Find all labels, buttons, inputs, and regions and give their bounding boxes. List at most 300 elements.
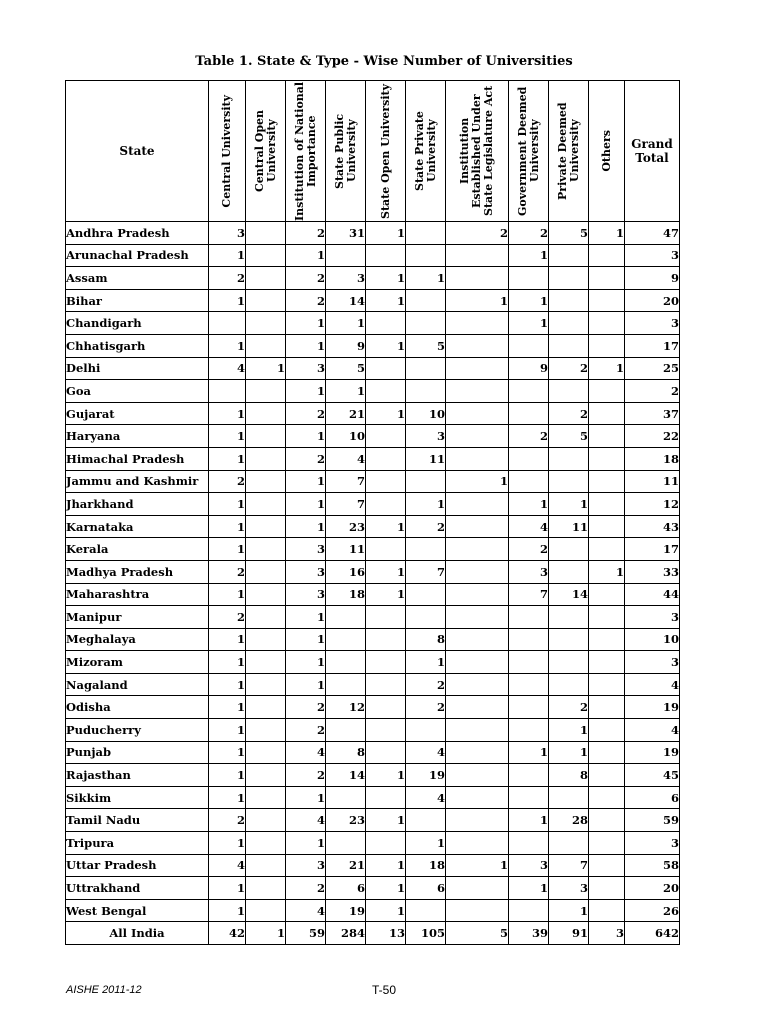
state-cell: Tripura bbox=[66, 832, 209, 855]
value-cell: 2 bbox=[286, 222, 326, 245]
table-row bbox=[66, 832, 680, 855]
value-cell bbox=[589, 244, 625, 267]
value-cell: 1 bbox=[589, 357, 625, 380]
table-row bbox=[66, 357, 680, 380]
state-cell: Punjab bbox=[66, 741, 209, 764]
value-cell bbox=[446, 606, 509, 629]
value-cell: 4 bbox=[509, 515, 549, 538]
value-cell: 1 bbox=[509, 289, 549, 312]
state-cell: Rajasthan bbox=[66, 764, 209, 787]
value-cell: 4 bbox=[625, 719, 680, 742]
table-row bbox=[66, 312, 680, 335]
table-row bbox=[66, 289, 680, 312]
value-cell: 1 bbox=[209, 334, 246, 357]
value-cell bbox=[406, 583, 446, 606]
value-cell: 22 bbox=[625, 425, 680, 448]
value-cell: 3 bbox=[625, 832, 680, 855]
value-cell bbox=[549, 786, 589, 809]
value-cell: 4 bbox=[406, 786, 446, 809]
value-cell bbox=[549, 289, 589, 312]
value-cell bbox=[549, 673, 589, 696]
value-cell bbox=[509, 786, 549, 809]
value-cell bbox=[549, 606, 589, 629]
value-cell bbox=[366, 244, 406, 267]
value-cell: 2 bbox=[286, 402, 326, 425]
total-value-cell: 1 bbox=[246, 922, 286, 945]
value-cell: 2 bbox=[406, 673, 446, 696]
value-cell: 1 bbox=[209, 764, 246, 787]
value-cell bbox=[446, 651, 509, 674]
value-cell: 3 bbox=[549, 877, 589, 900]
table-row bbox=[66, 764, 680, 787]
value-cell bbox=[446, 447, 509, 470]
value-cell bbox=[366, 628, 406, 651]
value-cell: 1 bbox=[366, 809, 406, 832]
value-cell bbox=[446, 696, 509, 719]
value-cell bbox=[326, 628, 366, 651]
header-state-private-university: State Private University bbox=[406, 81, 446, 222]
value-cell bbox=[446, 357, 509, 380]
value-cell bbox=[589, 832, 625, 855]
header-state-open-university: State Open University bbox=[366, 81, 406, 222]
value-cell bbox=[246, 899, 286, 922]
value-cell: 1 bbox=[446, 289, 509, 312]
value-cell: 1 bbox=[366, 222, 406, 245]
value-cell: 4 bbox=[326, 447, 366, 470]
total-value-cell: 13 bbox=[366, 922, 406, 945]
state-cell: Delhi bbox=[66, 357, 209, 380]
value-cell bbox=[549, 312, 589, 335]
value-cell: 2 bbox=[549, 357, 589, 380]
value-cell: 2 bbox=[209, 560, 246, 583]
value-cell: 4 bbox=[286, 899, 326, 922]
value-cell: 1 bbox=[209, 583, 246, 606]
header-row bbox=[66, 81, 680, 222]
value-cell: 10 bbox=[406, 402, 446, 425]
value-cell: 1 bbox=[209, 628, 246, 651]
value-cell bbox=[589, 312, 625, 335]
value-cell: 7 bbox=[549, 854, 589, 877]
total-value-cell: 5 bbox=[446, 922, 509, 945]
value-cell: 1 bbox=[286, 470, 326, 493]
value-cell bbox=[246, 583, 286, 606]
value-cell: 2 bbox=[549, 696, 589, 719]
value-cell bbox=[589, 719, 625, 742]
value-cell: 1 bbox=[366, 560, 406, 583]
table-row bbox=[66, 447, 680, 470]
value-cell bbox=[246, 515, 286, 538]
value-cell bbox=[589, 651, 625, 674]
value-cell: 3 bbox=[625, 312, 680, 335]
value-cell: 11 bbox=[326, 538, 366, 561]
value-cell: 7 bbox=[326, 493, 366, 516]
value-cell bbox=[589, 606, 625, 629]
value-cell bbox=[326, 786, 366, 809]
state-cell: Jharkhand bbox=[66, 493, 209, 516]
total-value-cell: 105 bbox=[406, 922, 446, 945]
value-cell: 1 bbox=[286, 673, 326, 696]
value-cell: 10 bbox=[326, 425, 366, 448]
value-cell bbox=[446, 809, 509, 832]
value-cell: 4 bbox=[625, 673, 680, 696]
value-cell: 8 bbox=[549, 764, 589, 787]
value-cell bbox=[366, 673, 406, 696]
value-cell bbox=[549, 560, 589, 583]
value-cell: 2 bbox=[209, 470, 246, 493]
value-cell: 47 bbox=[625, 222, 680, 245]
value-cell bbox=[509, 606, 549, 629]
value-cell bbox=[509, 696, 549, 719]
value-cell: 3 bbox=[286, 583, 326, 606]
value-cell bbox=[589, 493, 625, 516]
value-cell: 8 bbox=[326, 741, 366, 764]
value-cell bbox=[446, 899, 509, 922]
value-cell: 19 bbox=[326, 899, 366, 922]
value-cell: 3 bbox=[286, 357, 326, 380]
table-title: Table 1. State & Type - Wise Number of Universities bbox=[195, 54, 573, 69]
value-cell: 1 bbox=[209, 832, 246, 855]
value-cell bbox=[549, 334, 589, 357]
value-cell bbox=[246, 764, 286, 787]
value-cell bbox=[509, 673, 549, 696]
state-cell: Karnataka bbox=[66, 515, 209, 538]
value-cell: 2 bbox=[509, 222, 549, 245]
value-cell bbox=[246, 334, 286, 357]
value-cell: 12 bbox=[326, 696, 366, 719]
value-cell bbox=[446, 786, 509, 809]
value-cell bbox=[509, 899, 549, 922]
value-cell: 1 bbox=[286, 244, 326, 267]
value-cell bbox=[246, 267, 286, 290]
value-cell bbox=[366, 493, 406, 516]
value-cell: 2 bbox=[509, 538, 549, 561]
value-cell: 14 bbox=[549, 583, 589, 606]
value-cell: 23 bbox=[326, 809, 366, 832]
total-value-cell: 284 bbox=[326, 922, 366, 945]
header-institution-national-importance: Institution of National Importance bbox=[286, 81, 326, 222]
value-cell: 1 bbox=[509, 312, 549, 335]
value-cell: 4 bbox=[286, 809, 326, 832]
value-cell bbox=[589, 289, 625, 312]
value-cell: 59 bbox=[625, 809, 680, 832]
value-cell bbox=[446, 764, 509, 787]
value-cell: 2 bbox=[406, 515, 446, 538]
state-cell: West Bengal bbox=[66, 899, 209, 922]
value-cell bbox=[549, 832, 589, 855]
value-cell bbox=[246, 606, 286, 629]
value-cell: 2 bbox=[286, 877, 326, 900]
value-cell bbox=[246, 244, 286, 267]
value-cell: 1 bbox=[286, 832, 326, 855]
value-cell bbox=[366, 696, 406, 719]
value-cell: 5 bbox=[549, 425, 589, 448]
value-cell: 3 bbox=[326, 267, 366, 290]
value-cell bbox=[246, 222, 286, 245]
value-cell: 11 bbox=[549, 515, 589, 538]
header-private-deemed-university: Private Deemed University bbox=[549, 81, 589, 222]
value-cell: 7 bbox=[509, 583, 549, 606]
value-cell: 5 bbox=[549, 222, 589, 245]
value-cell bbox=[406, 357, 446, 380]
value-cell: 12 bbox=[625, 493, 680, 516]
value-cell: 14 bbox=[326, 289, 366, 312]
value-cell: 23 bbox=[326, 515, 366, 538]
value-cell bbox=[549, 447, 589, 470]
value-cell: 2 bbox=[286, 719, 326, 742]
value-cell: 1 bbox=[209, 402, 246, 425]
value-cell: 1 bbox=[209, 493, 246, 516]
value-cell bbox=[406, 380, 446, 403]
value-cell bbox=[446, 493, 509, 516]
table-row bbox=[66, 877, 680, 900]
value-cell bbox=[366, 447, 406, 470]
value-cell: 1 bbox=[326, 312, 366, 335]
header-grand-total: Grand Total bbox=[625, 81, 680, 222]
state-cell: Assam bbox=[66, 267, 209, 290]
value-cell: 1 bbox=[286, 628, 326, 651]
value-cell: 1 bbox=[286, 651, 326, 674]
state-cell: Gujarat bbox=[66, 402, 209, 425]
value-cell: 7 bbox=[406, 560, 446, 583]
value-cell: 4 bbox=[209, 854, 246, 877]
page-number: T-50 bbox=[371, 983, 396, 997]
value-cell: 1 bbox=[446, 854, 509, 877]
value-cell: 1 bbox=[209, 899, 246, 922]
value-cell bbox=[246, 380, 286, 403]
value-cell bbox=[246, 402, 286, 425]
value-cell bbox=[246, 312, 286, 335]
value-cell: 20 bbox=[625, 289, 680, 312]
value-cell bbox=[366, 606, 406, 629]
value-cell: 1 bbox=[246, 357, 286, 380]
value-cell: 1 bbox=[209, 651, 246, 674]
value-cell bbox=[446, 515, 509, 538]
state-cell: Haryana bbox=[66, 425, 209, 448]
value-cell: 3 bbox=[509, 854, 549, 877]
value-cell bbox=[589, 696, 625, 719]
value-cell bbox=[446, 267, 509, 290]
value-cell bbox=[366, 357, 406, 380]
value-cell: 1 bbox=[406, 267, 446, 290]
value-cell: 21 bbox=[326, 854, 366, 877]
value-cell: 9 bbox=[509, 357, 549, 380]
value-cell bbox=[589, 673, 625, 696]
value-cell bbox=[406, 222, 446, 245]
value-cell bbox=[509, 380, 549, 403]
value-cell bbox=[589, 380, 625, 403]
value-cell: 17 bbox=[625, 334, 680, 357]
value-cell: 1 bbox=[209, 719, 246, 742]
value-cell bbox=[406, 899, 446, 922]
state-cell: Manipur bbox=[66, 606, 209, 629]
value-cell: 1 bbox=[366, 402, 406, 425]
table-row bbox=[66, 515, 680, 538]
value-cell bbox=[509, 719, 549, 742]
value-cell: 1 bbox=[209, 447, 246, 470]
value-cell bbox=[446, 583, 509, 606]
value-cell: 2 bbox=[209, 267, 246, 290]
total-value-cell: 59 bbox=[286, 922, 326, 945]
value-cell bbox=[589, 538, 625, 561]
table-row bbox=[66, 854, 680, 877]
value-cell bbox=[589, 334, 625, 357]
value-cell: 1 bbox=[326, 380, 366, 403]
value-cell: 31 bbox=[326, 222, 366, 245]
value-cell bbox=[406, 809, 446, 832]
value-cell bbox=[589, 764, 625, 787]
value-cell: 1 bbox=[209, 741, 246, 764]
value-cell bbox=[446, 719, 509, 742]
value-cell: 1 bbox=[509, 877, 549, 900]
value-cell: 1 bbox=[366, 267, 406, 290]
value-cell: 19 bbox=[406, 764, 446, 787]
state-cell: Sikkim bbox=[66, 786, 209, 809]
state-cell: Jammu and Kashmir bbox=[66, 470, 209, 493]
value-cell bbox=[246, 493, 286, 516]
total-row bbox=[66, 922, 680, 945]
table-row bbox=[66, 470, 680, 493]
value-cell bbox=[446, 628, 509, 651]
value-cell bbox=[446, 380, 509, 403]
value-cell: 1 bbox=[366, 854, 406, 877]
value-cell bbox=[406, 538, 446, 561]
value-cell bbox=[589, 786, 625, 809]
value-cell bbox=[366, 786, 406, 809]
value-cell bbox=[406, 719, 446, 742]
state-cell: Puducherry bbox=[66, 719, 209, 742]
value-cell: 3 bbox=[625, 244, 680, 267]
value-cell: 14 bbox=[326, 764, 366, 787]
value-cell bbox=[326, 719, 366, 742]
value-cell: 1 bbox=[366, 877, 406, 900]
value-cell bbox=[589, 447, 625, 470]
value-cell bbox=[246, 470, 286, 493]
value-cell bbox=[366, 832, 406, 855]
value-cell: 19 bbox=[625, 696, 680, 719]
value-cell bbox=[446, 334, 509, 357]
value-cell bbox=[326, 673, 366, 696]
value-cell bbox=[326, 651, 366, 674]
value-cell: 2 bbox=[446, 222, 509, 245]
value-cell bbox=[246, 628, 286, 651]
value-cell bbox=[509, 470, 549, 493]
value-cell bbox=[589, 470, 625, 493]
table-row bbox=[66, 267, 680, 290]
value-cell bbox=[366, 719, 406, 742]
value-cell: 2 bbox=[286, 267, 326, 290]
value-cell bbox=[549, 538, 589, 561]
value-cell bbox=[246, 832, 286, 855]
value-cell bbox=[446, 877, 509, 900]
value-cell bbox=[589, 515, 625, 538]
state-cell: Goa bbox=[66, 380, 209, 403]
value-cell: 4 bbox=[406, 741, 446, 764]
value-cell: 21 bbox=[326, 402, 366, 425]
value-cell bbox=[366, 380, 406, 403]
value-cell: 1 bbox=[366, 515, 406, 538]
value-cell bbox=[246, 651, 286, 674]
value-cell: 45 bbox=[625, 764, 680, 787]
value-cell bbox=[366, 312, 406, 335]
total-label: All India bbox=[66, 922, 209, 945]
value-cell: 9 bbox=[326, 334, 366, 357]
table-row bbox=[66, 493, 680, 516]
value-cell: 1 bbox=[209, 877, 246, 900]
value-cell: 1 bbox=[286, 425, 326, 448]
value-cell bbox=[549, 267, 589, 290]
value-cell: 2 bbox=[286, 764, 326, 787]
state-cell: Madhya Pradesh bbox=[66, 560, 209, 583]
value-cell: 19 bbox=[625, 741, 680, 764]
value-cell bbox=[209, 380, 246, 403]
total-value-cell: 3 bbox=[589, 922, 625, 945]
value-cell bbox=[589, 425, 625, 448]
value-cell bbox=[446, 425, 509, 448]
header-others: Others bbox=[589, 81, 625, 222]
value-cell bbox=[246, 741, 286, 764]
value-cell: 7 bbox=[326, 470, 366, 493]
table-row bbox=[66, 244, 680, 267]
value-cell bbox=[246, 673, 286, 696]
value-cell bbox=[589, 583, 625, 606]
table-row bbox=[66, 222, 680, 245]
value-cell: 1 bbox=[286, 515, 326, 538]
header-central-open-university: Central Open University bbox=[246, 81, 286, 222]
value-cell bbox=[509, 764, 549, 787]
value-cell bbox=[246, 289, 286, 312]
table-row bbox=[66, 809, 680, 832]
value-cell: 3 bbox=[286, 854, 326, 877]
value-cell bbox=[589, 741, 625, 764]
value-cell bbox=[366, 425, 406, 448]
value-cell: 1 bbox=[366, 899, 406, 922]
value-cell bbox=[246, 447, 286, 470]
state-cell: Mizoram bbox=[66, 651, 209, 674]
value-cell: 2 bbox=[509, 425, 549, 448]
value-cell: 1 bbox=[286, 334, 326, 357]
header-institution-state-legislature: Institution Established Under State Legislature Act bbox=[446, 81, 509, 222]
table-row bbox=[66, 741, 680, 764]
value-cell: 1 bbox=[446, 470, 509, 493]
value-cell: 1 bbox=[549, 493, 589, 516]
value-cell: 1 bbox=[209, 425, 246, 448]
value-cell bbox=[589, 899, 625, 922]
value-cell bbox=[209, 312, 246, 335]
value-cell: 10 bbox=[625, 628, 680, 651]
value-cell bbox=[366, 741, 406, 764]
state-cell: Odisha bbox=[66, 696, 209, 719]
value-cell: 1 bbox=[509, 493, 549, 516]
value-cell: 58 bbox=[625, 854, 680, 877]
value-cell: 3 bbox=[209, 222, 246, 245]
value-cell: 26 bbox=[625, 899, 680, 922]
state-cell: Uttar Pradesh bbox=[66, 854, 209, 877]
state-cell: Nagaland bbox=[66, 673, 209, 696]
value-cell: 17 bbox=[625, 538, 680, 561]
value-cell: 1 bbox=[209, 673, 246, 696]
value-cell bbox=[406, 244, 446, 267]
state-cell: Uttrakhand bbox=[66, 877, 209, 900]
value-cell: 1 bbox=[209, 696, 246, 719]
table-row bbox=[66, 786, 680, 809]
value-cell bbox=[406, 312, 446, 335]
universities-table bbox=[65, 80, 680, 945]
value-cell: 9 bbox=[625, 267, 680, 290]
table-body bbox=[66, 222, 680, 945]
state-cell: Kerala bbox=[66, 538, 209, 561]
value-cell bbox=[446, 312, 509, 335]
value-cell: 4 bbox=[209, 357, 246, 380]
